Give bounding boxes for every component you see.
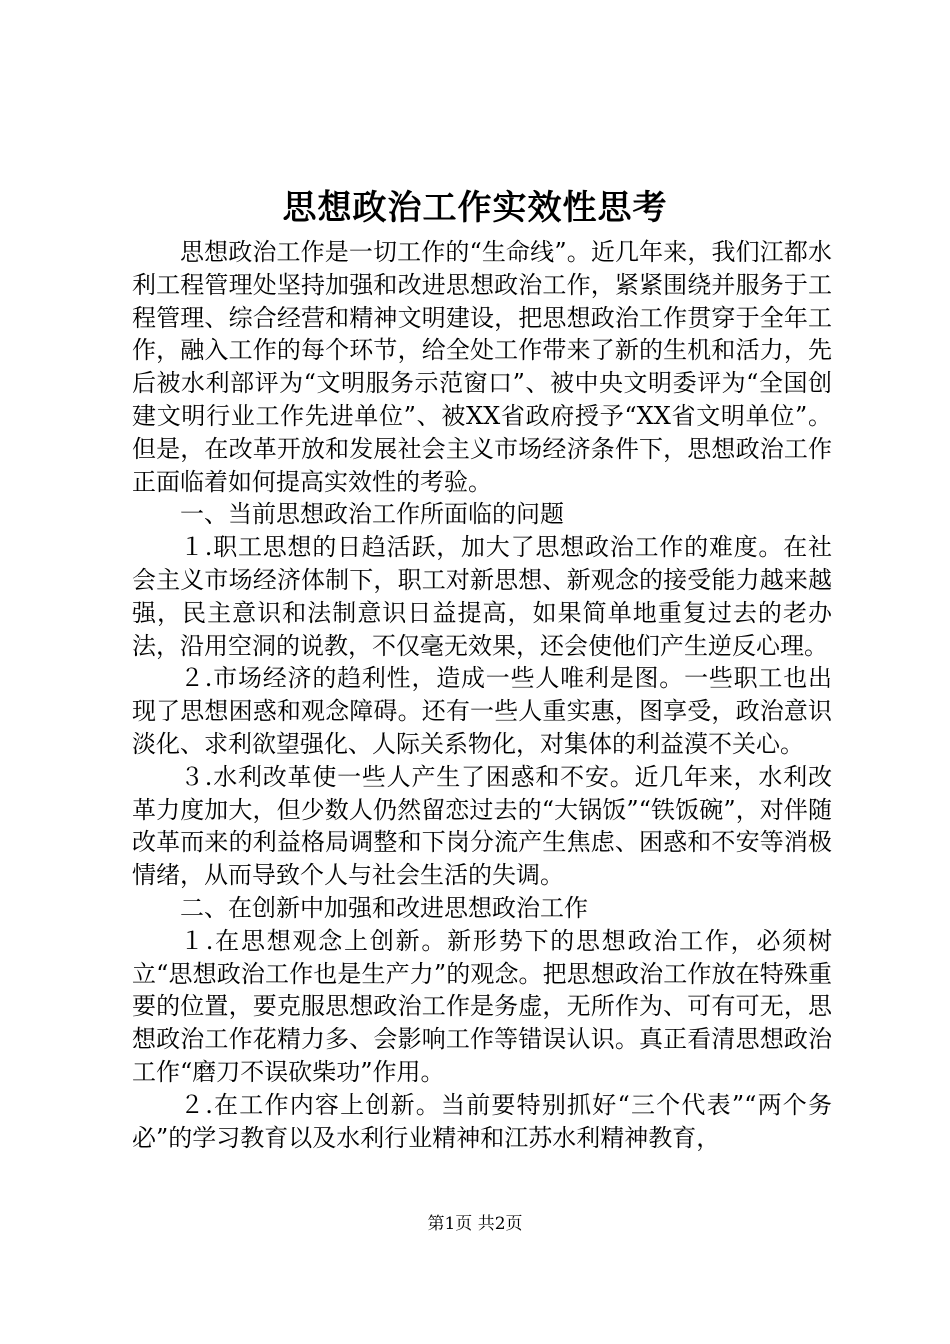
section-heading-problems: 一、当前思想政治工作所面临的问题 <box>180 500 564 529</box>
intro-paragraph: 思想政治工作是一切工作的“生命线”。近几年来，我们江都水利工程管理处坚持加强和改进思想政治工作，紧紧围绕并服务于工程管理、综合经营和精神文明建设，把思想政治工作贯穿于全年工作，融入工作的每个环节，给全处工作带来了新的生机和活力，先后被水利部评为“文明服务示范窗口”、被中央文明委评为“全国创建文明行业工作先进单位”、被XX省政府授予“XX省文明单位”。但是，在改革开放和发展社会主义市场经济条件下，思想政治工作正面临着如何提高实效性的考验。 <box>132 238 832 496</box>
document-title: 思想政治工作实效性思考 <box>282 188 668 228</box>
document-body <box>132 236 832 1154</box>
innovation-paragraph-2: ２.在工作内容上创新。当前要特别抓好“三个代表”“两个务必”的学习教育以及水利行业精神和江苏水利精神教育， <box>132 1090 832 1152</box>
problem-paragraph-3: ３.水利改革使一些人产生了困惑和不安。近几年来，水利改革力度加大，但少数人仍然留恋过去的“大锅饭”“铁饭碗”，对伴随改革而来的利益格局调整和下岗分流产生焦虑、困惑和不安等消极情绪，从而导致个人与社会生活的失调。 <box>132 762 832 890</box>
problem-paragraph-1: １.职工思想的日趋活跃，加大了思想政治工作的难度。在社会主义市场经济体制下，职工对新思想、新观念的接受能力越来越强，民主意识和法制意识日益提高，如果简单地重复过去的老办法，沿用空洞的说教，不仅毫无效果，还会使他们产生逆反心理。 <box>132 533 832 660</box>
innovation-paragraph-1: １.在思想观念上创新。新形势下的思想政治工作，必须树立“思想政治工作也是生产力”的观念。把思想政治工作放在特殊重要的位置，要克服思想政治工作是务虚，无所作为、可有可无，思想政治工作花精力多、会影响工作等错误认识。真正看清思想政治工作“磨刀不误砍柴功”作用。 <box>132 926 832 1086</box>
section-heading-innovation: 二、在创新中加强和改进思想政治工作 <box>180 893 588 922</box>
problem-paragraph-2: ２.市场经济的趋利性，造成一些人唯利是图。一些职工也出现了思想困惑和观念障碍。还有一些人重实惠，图享受，政治意识淡化、求利欲望强化、人际关系物化，对集体的利益漠不关心。 <box>132 664 832 758</box>
page-number-footer: 第1页 共2页 <box>427 1214 523 1234</box>
